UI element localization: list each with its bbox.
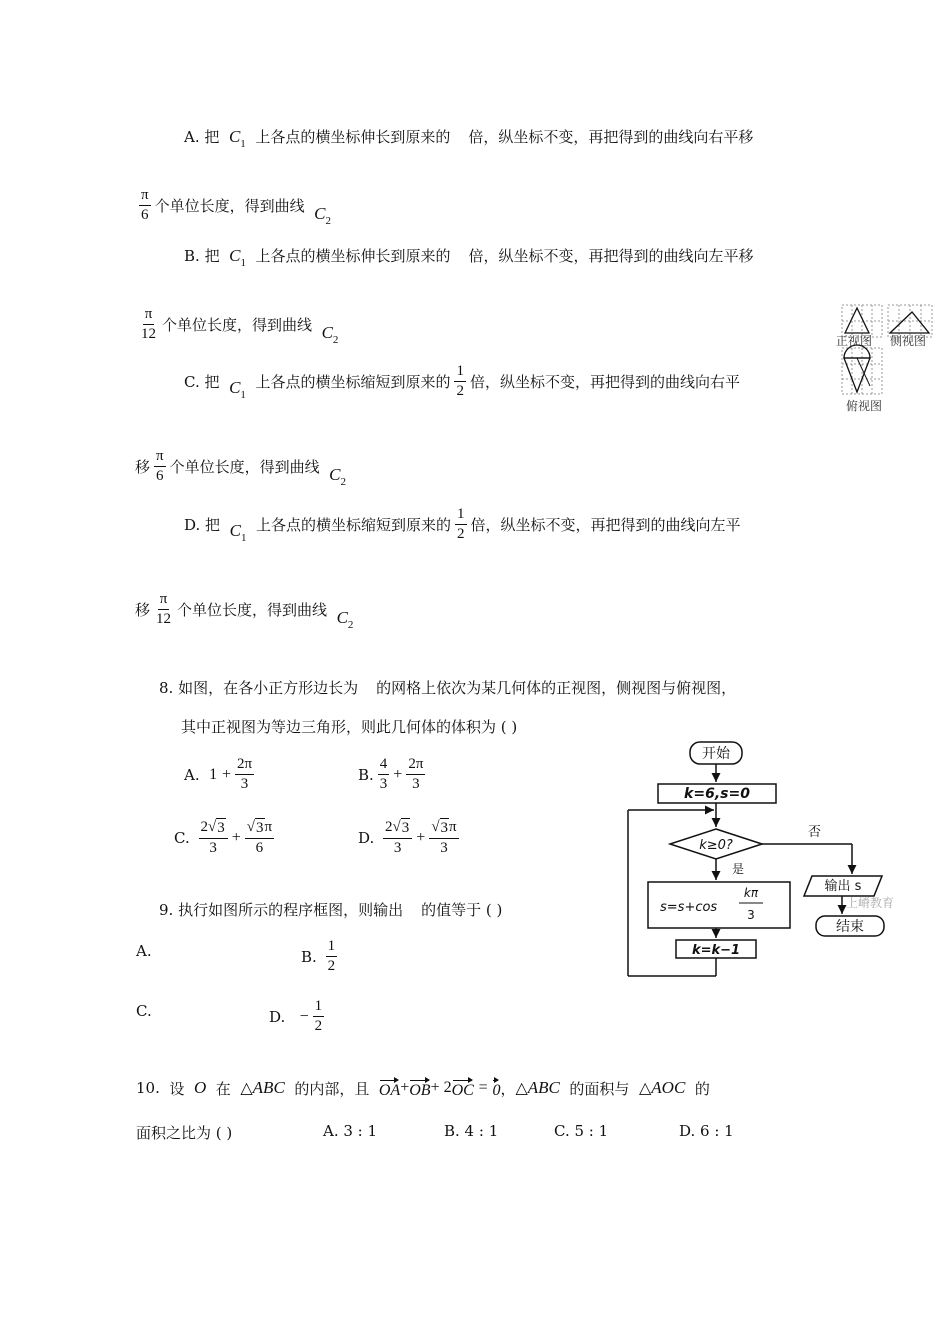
q8-stem-line1: 8. 如图，在各小正方形边长为 的网格上依次为某几何体的正视图，侧视图与俯视图， [159, 679, 737, 697]
q9-option-d: D. − $\frac{1}{2}$ [269, 998, 323, 1034]
end-label: 结束 [836, 919, 864, 935]
q7-option-b: B. 把 $C_1$ 上各点的横坐标伸长到原来的 倍，纵坐标不变，再把得到的曲线向左平移 [184, 245, 754, 269]
q7-option-a: A. 把 $C_1$ 上各点的横坐标伸长到原来的 倍，纵坐标不变，再把得到的曲线向右平移 [184, 126, 754, 150]
grid [842, 305, 932, 394]
output-label: 输出 s [824, 879, 862, 894]
update-k-label: k=k−1 [691, 943, 741, 958]
vector-oa: OA [379, 1076, 400, 1100]
update-s-denominator: 3 [747, 908, 755, 922]
update-s-label: s=s+cos [660, 900, 718, 915]
option-label: A. [184, 127, 200, 146]
vector-ob: OB [409, 1076, 430, 1100]
flowchart [620, 730, 940, 990]
q10-line1: 10. 设 O 在 △ ABC 的内部，且 OA + OB + 2 OC = 0 ， △ ABC 的面积与 △ AOC 的 [136, 1078, 710, 1099]
q7-option-b-cont: $\frac{\pi}{12}$ 个单位长度，得到曲线 $C_2$ [141, 306, 339, 346]
front-view-label: 正视图 [836, 334, 873, 348]
q8-option-d: D. 2√ 3 3 + √ 3 π 3 [358, 819, 457, 856]
condition-label: k≥0? [699, 838, 733, 853]
fraction: $\frac{\pi}{6}$ [141, 187, 149, 223]
init-label: k=6,s=0 [684, 786, 750, 802]
q7-option-d: D. 把 $C_1$ 上各点的横坐标缩短到原来的 $\frac{1}{2}$ 倍，纵坐标不变，再把得到的曲线向左平 [184, 506, 741, 544]
q10-option-a: A. 3 : 1 [323, 1122, 378, 1140]
q9-option-c: C. [136, 1002, 152, 1020]
vector-zero: 0 [492, 1076, 500, 1100]
top-view-triangle [844, 358, 870, 392]
watermark: 上嵴教育 [846, 896, 895, 910]
q10-option-c: C. 5 : 1 [554, 1122, 609, 1140]
q7-option-c: C. 把 $C_1$ 上各点的横坐标缩短到原来的 $\frac{1}{2}$ 倍，纵坐标不变，再把得到的曲线向右平 [184, 363, 740, 401]
q8-stem-line2: 其中正视图为等边三角形，则此几何体的体积为 ( ) [181, 718, 518, 736]
q10-option-d: D. 6 : 1 [679, 1122, 734, 1140]
q10-option-b: B. 4 : 1 [444, 1122, 499, 1140]
q8-option-a: A. 1 + $\frac{2\pi}{3}$ [184, 756, 253, 792]
three-view-figure [836, 300, 940, 416]
q7-option-d-cont: 移 $\frac{\pi}{12}$ 个单位长度，得到曲线 $C_2$ [135, 591, 354, 631]
q9-option-a: A. [136, 942, 152, 960]
side-view-label: 侧视图 [890, 334, 927, 348]
q9-option-b: B. $\frac{1}{2}$ [301, 938, 336, 974]
fraction: $\frac{\pi}{12}$ [141, 306, 156, 342]
q7-option-c-cont: 移 $\frac{\pi}{6}$ 个单位长度，得到曲线 $C_2$ [135, 448, 346, 488]
no-label: 否 [808, 825, 822, 840]
q9-stem: 9. 执行如图所示的程序框图，则输出 的值等于 ( ) [159, 901, 503, 919]
q8-option-c: C. 2√ 3 3 + √ 3 π 6 [174, 819, 273, 856]
yes-label: 是 [732, 862, 745, 876]
q7-option-a-cont: $\frac{\pi}{6}$ 个单位长度，得到曲线 $C_2$ [141, 187, 331, 227]
q8-option-b: B. $\frac{4}{3}$ + $\frac{2\pi}{3}$ [358, 756, 424, 792]
top-view-label: 俯视图 [846, 399, 883, 413]
update-s-numerator: kπ [743, 886, 759, 900]
start-label: 开始 [702, 746, 730, 762]
q10-line2: 面积之比为 ( ) [136, 1124, 233, 1142]
vector-oc: OC [452, 1076, 474, 1100]
front-view-triangle [845, 308, 869, 333]
